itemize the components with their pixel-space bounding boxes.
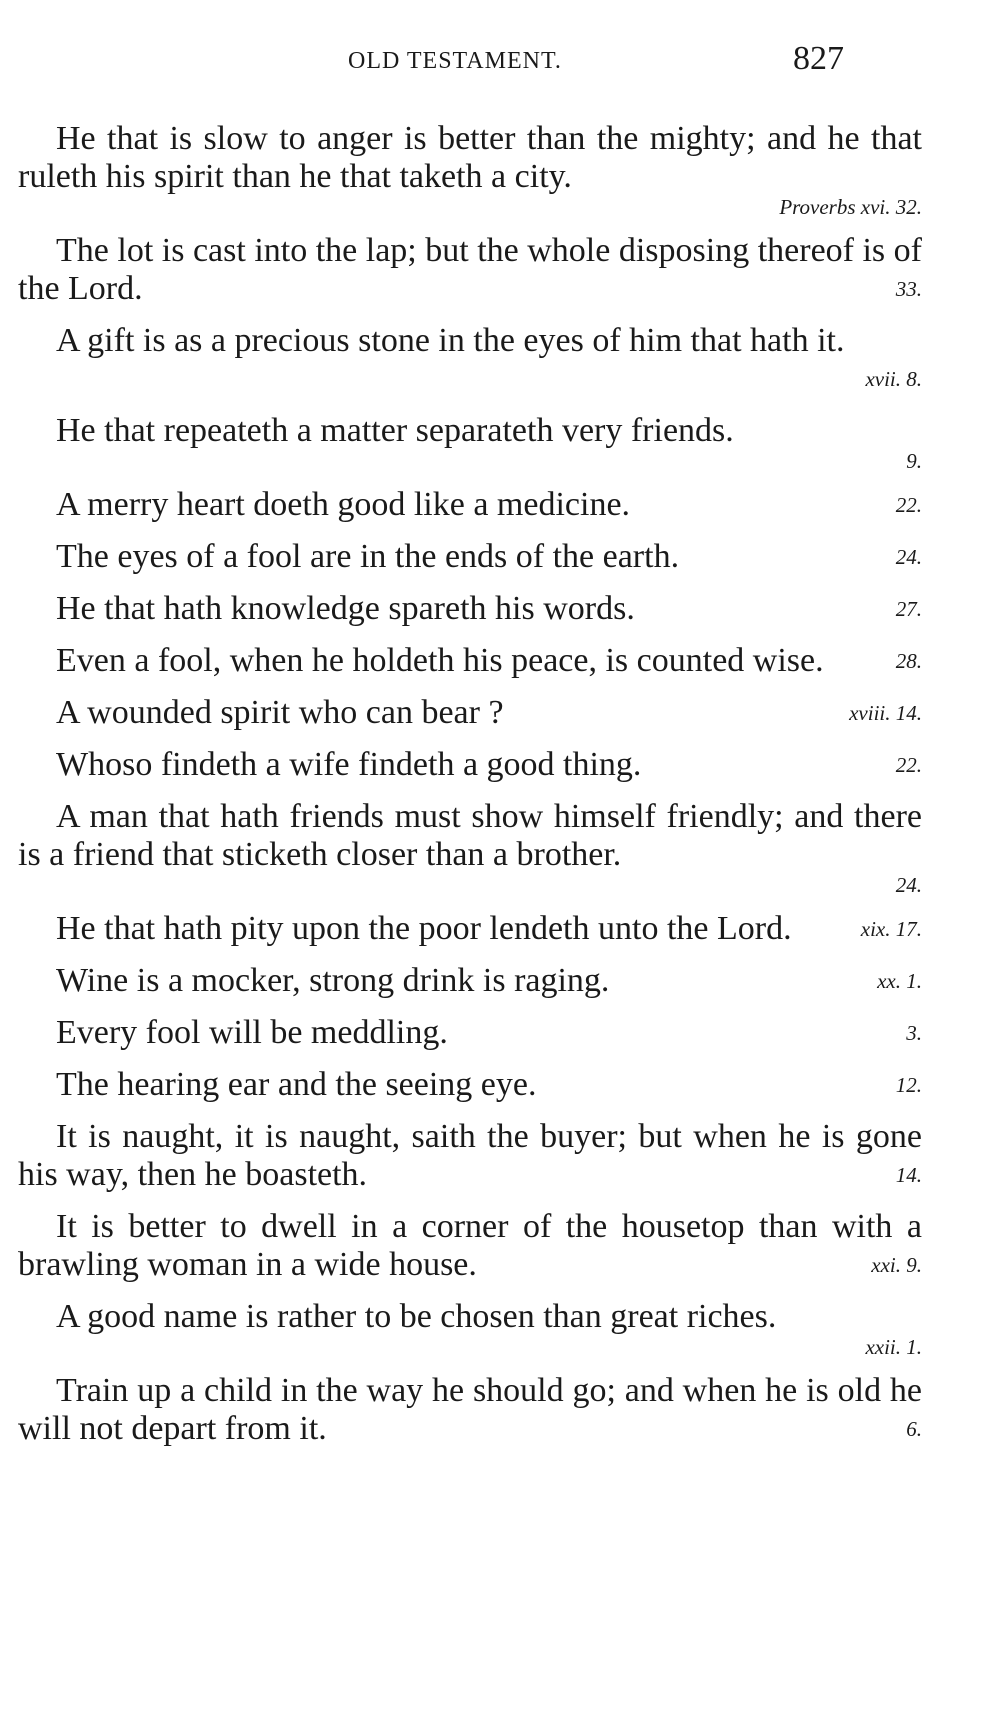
quotation-text: Wine is a mocker, strong drink is raging. <box>56 962 610 999</box>
quotation-text: He that hath pity upon the poor lendeth unto the Lord. <box>56 910 792 947</box>
quotation-entry <box>18 590 922 628</box>
quotation-entry <box>18 1066 922 1104</box>
quotation-entry <box>18 538 922 576</box>
citation-ref: 6. <box>906 1417 922 1441</box>
citation-ref: xxi. 9. <box>871 1253 922 1277</box>
quotation-entry <box>18 412 922 472</box>
citation-ref: 3. <box>906 1021 922 1045</box>
citation-ref: 22. <box>895 753 922 777</box>
quotation-text: It is better to dwell in a corner of the housetop than with a brawling woman in a wide house. <box>18 1208 922 1283</box>
quotation-text: A wounded spirit who can bear ? <box>56 694 504 731</box>
citation-ref: 33. <box>895 277 922 301</box>
quotation-entry <box>18 962 922 1000</box>
citation-ref: 24. <box>895 545 922 569</box>
quotation-text: A merry heart doeth good like a medicine. <box>56 486 631 523</box>
running-title: OLD TESTAMENT. <box>348 48 562 74</box>
page-number: 827 <box>793 40 844 77</box>
quotation-entry <box>18 120 922 218</box>
quotation-text: Whoso findeth a wife findeth a good thing. <box>56 746 642 783</box>
quotation-entry <box>18 1372 922 1448</box>
citation-ref: 22. <box>895 493 922 517</box>
quotation-entry <box>18 1014 922 1052</box>
quotation-text: It is naught, it is naught, saith the buyer; but when he is gone his way, then he boasteth. <box>18 1118 922 1193</box>
quotation-text: A gift is as a precious stone in the eyes of him that hath it. <box>56 322 845 359</box>
citation-ref: xx. 1. <box>877 969 922 993</box>
citation-ref: xvii. 8. <box>865 367 922 391</box>
citation-ref: 27. <box>895 597 922 621</box>
quotation-text: He that is slow to anger is better than the mighty; and he that ruleth his spirit than he that taketh a city. <box>18 120 922 195</box>
quotation-entry <box>18 1208 922 1284</box>
quotation-text: He that hath knowledge spareth his words. <box>56 590 635 627</box>
quotation-entry <box>18 1118 922 1194</box>
quotation-text: A good name is rather to be chosen than great riches. <box>56 1298 777 1335</box>
quotation-entry <box>18 1298 922 1358</box>
quotation-list <box>18 120 922 1448</box>
quotation-text: Even a fool, when he holdeth his peace, is counted wise. <box>56 642 824 679</box>
quotation-entry <box>18 746 922 784</box>
citation-ref: 24. <box>895 873 922 897</box>
quotation-entry <box>18 322 922 398</box>
citation-ref: Proverbs xvi. 32. <box>779 195 922 219</box>
quotation-text: A man that hath friends must show himself friendly; and there is a friend that sticketh closer than a brother. <box>18 798 922 873</box>
citation-ref: 14. <box>895 1163 922 1187</box>
quotation-entry <box>18 798 922 896</box>
quotation-entry <box>18 232 922 308</box>
quotation-text: The lot is cast into the lap; but the whole disposing thereof is of the Lord. <box>18 232 922 307</box>
citation-ref: xix. 17. <box>860 917 922 941</box>
quotation-entry <box>18 910 922 948</box>
quotation-text: Train up a child in the way he should go; and when he is old he will not depart from it. <box>18 1372 922 1447</box>
page-header <box>18 0 922 120</box>
citation-ref: 12. <box>895 1073 922 1097</box>
citation-ref: 28. <box>895 649 922 673</box>
citation-ref: xxii. 1. <box>865 1335 922 1359</box>
quotation-text: Every fool will be meddling. <box>56 1014 448 1051</box>
quotation-text: The hearing ear and the seeing eye. <box>56 1066 537 1103</box>
quotation-text: He that repeateth a matter separateth very friends. <box>56 412 734 449</box>
quotation-entry <box>18 694 922 732</box>
citation-ref: 9. <box>906 449 922 473</box>
citation-ref: xviii. 14. <box>849 701 922 725</box>
quotation-entry <box>18 486 922 524</box>
quotation-text: The eyes of a fool are in the ends of the earth. <box>56 538 680 575</box>
quotation-entry <box>18 642 922 680</box>
